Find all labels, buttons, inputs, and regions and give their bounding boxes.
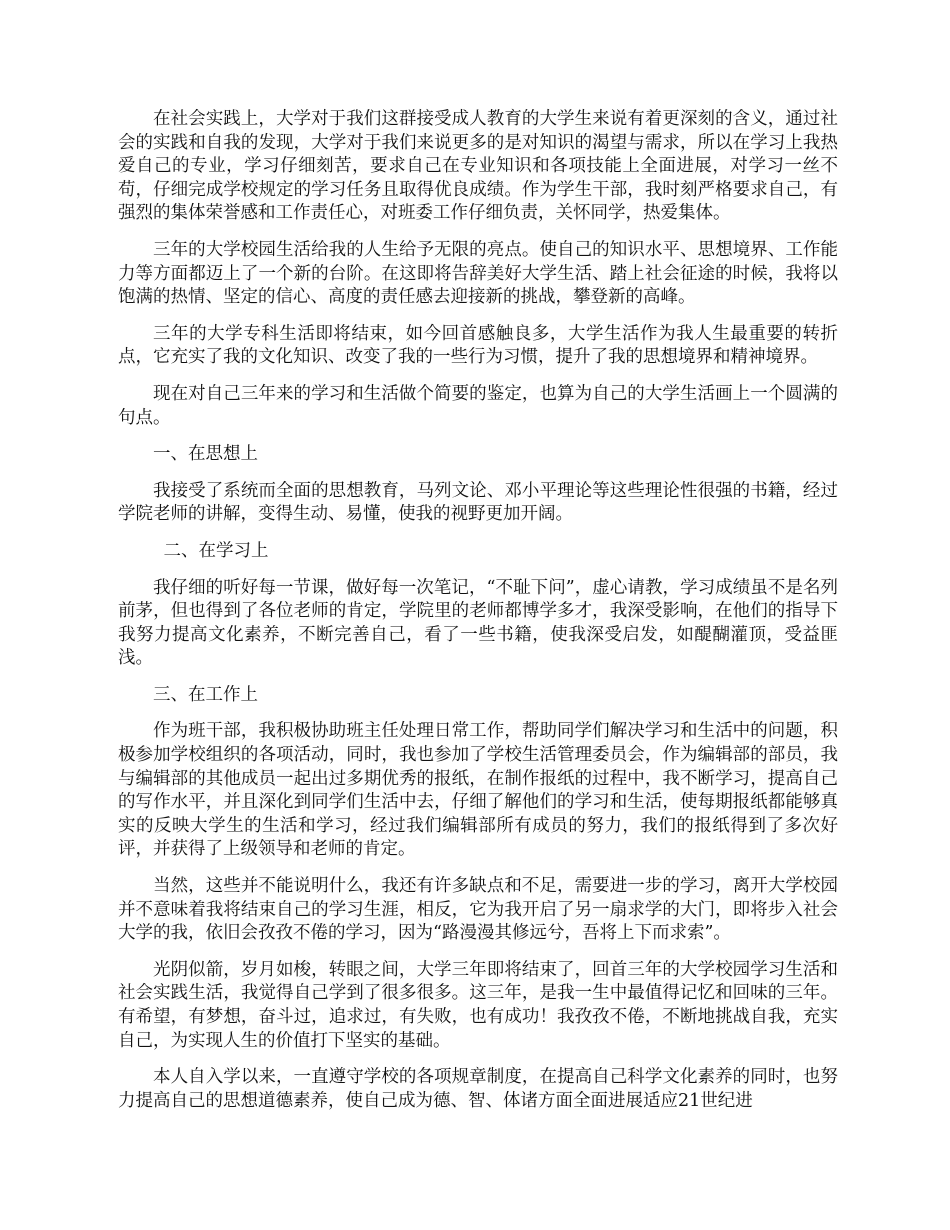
paragraph-college-ending: 三年的大学专科生活即将结束，如今回首感触良多，大学生活作为我人生最重要的转折点，它充实了我的文化知识、改变了我的一些行为习惯，提升了我的思想境界和精神境界。 [118,323,838,368]
document-body [118,108,838,1126]
section-heading-work: 三、在工作上 [153,684,258,705]
paragraph-three-years-campus: 三年的大学校园生活给我的人生给予无限的亮点。使自己的知识水平、思想境界、工作能力等方面都迈上了一个新的台阶。在这即将告辞美好大学生活、踏上社会征途的时候，我将以饱满的热情、坚定的信心、高度的责任感去迎接新的挑战，攀登新的高峰。 [118,239,838,308]
paragraph-study: 我仔细的听好每一节课，做好每一次笔记，“不耻下问”，虚心请教，学习成绩虽不是名列前茅，但也得到了各位老师的肯定，学院里的老师都博学多才，我深受影响，在他们的指导下我努力提高文化素养，不断完善自己，看了一些书籍，使我深受启发，如醍醐灌顶，受益匪浅。 [118,577,838,669]
paragraph-shortcomings: 当然，这些并不能说明什么，我还有许多缺点和不足，需要进一步的学习，离开大学校园并不意味着我将结束自己的学习生涯，相反，它为我开启了另一扇求学的大门，即将步入社会大学的我，依旧会孜孜不倦的学习，因为“路漫漫其修远兮，吾将上下而求索”。 [118,876,838,944]
paragraph-social-practice: 在社会实践上，大学对于我们这群接受成人教育的大学生来说有着更深刻的含义，通过社会的实践和自我的发现，大学对于我们来说更多的是对知识的渴望与需求，所以在学习上我热爱自己的专业，学习仔细刻苦，要求自己在专业知识和各项技能上全面进展，对学习一丝不苟，仔细完成学校规定的学习任务且取得优良成绩。作为学生干部，我时刻严格要求自己，有强烈的集体荣誉感和工作责任心，对班委工作仔细负责，关怀同学，热爱集体。 [118,109,838,224]
section-heading-study: 二、在学习上 [163,540,269,561]
paragraph-self-appraisal: 现在对自己三年来的学习和生活做个简要的鉴定，也算为自己的大学生活画上一个圆满的句点。 [118,383,838,428]
paragraph-time-flies: 光阴似箭，岁月如梭，转眼之间，大学三年即将结束了，回首三年的大学校园学习生活和社会实践生活，我觉得自己学到了很多很多。这三年，是我一生中最值得记忆和回味的三年。有希望，有梦想，奋斗过，追求过，有失败，也有成功！我孜孜不倦，不断地挑战自我，充实自己，为实现人生的价值打下坚实的基础。 [118,959,838,1051]
paragraph-since-enrollment: 本人自入学以来，一直遵守学校的各项规章制度，在提高自己科学文化素养的同时，也努力提高自己的思想道德素养，使自己成为德、智、体诸方面全面进展适应21世纪进 [118,1067,838,1111]
section-heading-ideology: 一、在思想上 [153,444,258,465]
paragraph-ideology: 我接受了系统而全面的思想教育，马列文论、邓小平理论等这些理论性很强的书籍，经过学院老师的讲解，变得生动、易懂，使我的视野更加开阔。 [118,480,838,525]
paragraph-work: 作为班干部，我积极协助班主任处理日常工作，帮助同学们解决学习和生活中的问题，积极参加学校组织的各项活动，同时，我也参加了学校生活管理委员会，作为编辑部的部员，我与编辑部的其他成员一起出过多期优秀的报纸，在制作报纸的过程中，我不断学习，提高自己的写作水平，并且深化到同学们生活中去，仔细了解他们的学习和生活，使每期报纸都能够真实的反映大学生的生活和学习，经过我们编辑部所有成员的努力，我们的报纸得到了多次好评，并获得了上级领导和老师的肯定。 [118,721,838,860]
